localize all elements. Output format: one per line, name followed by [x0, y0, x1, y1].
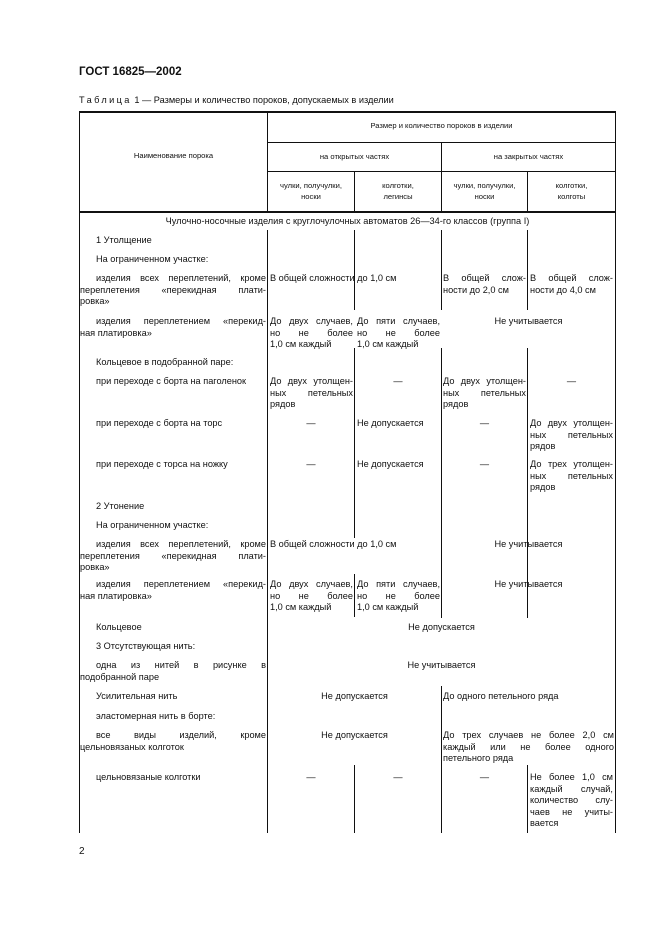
text-line: каждый случай,	[530, 783, 613, 794]
text-line: изделия переплетением «перекид-	[96, 316, 266, 326]
cell-not-allowed: Не допускается	[357, 418, 424, 428]
caption-word: Таблица	[79, 95, 132, 105]
text-line: ности до 2,0 см	[443, 284, 509, 295]
cell-dash: —	[566, 376, 577, 386]
text-line: До пяти случаев,	[357, 316, 440, 326]
table-caption	[79, 95, 394, 105]
cell-three-cases	[443, 730, 614, 765]
cell-five-cases	[357, 579, 440, 614]
elastomer-label: эластомерная нить в борте:	[96, 711, 216, 721]
header-col3	[442, 181, 527, 202]
cell-dash: —	[393, 376, 403, 386]
cell-not-counted: Не учитывается	[494, 316, 563, 326]
text-line: рядов	[443, 399, 469, 409]
text-line: ности до 4,0 см	[530, 284, 596, 295]
text-line: переплетения «перекидная плати-	[80, 284, 266, 295]
text-line: До трех случаев не более 2,0 см	[443, 730, 614, 740]
header-defect-name: Наименование порока	[133, 151, 214, 160]
row-all-weaves	[80, 539, 266, 574]
text-line: До двух утолщен-	[270, 376, 353, 386]
text-line: ная платировка»	[80, 590, 152, 601]
cell-two-thick	[443, 376, 526, 411]
cell-three-thick	[530, 459, 613, 494]
header-col3-line2: носки	[474, 191, 495, 201]
text-line: В общей слож-	[443, 273, 526, 283]
cell-total-1cm: В общей сложности до 1,0 см	[270, 539, 397, 549]
cell-one-row: До одного петельного ряда	[443, 691, 559, 701]
text-line: До двух случаев,	[270, 579, 353, 589]
text-line: ных петельных	[443, 387, 526, 398]
page-header: ГОСТ 16825—2002	[79, 66, 182, 78]
text-line: но не более	[270, 590, 353, 601]
header-col4	[528, 181, 615, 202]
text-line: переплетения «перекидная плати-	[80, 550, 266, 561]
row-reinforcing: Усилительная нить	[96, 691, 178, 701]
text-line: ных петельных	[530, 470, 613, 481]
section-thickening: 1 Утолщение	[96, 235, 152, 245]
text-line: 1,0 см каждый	[357, 602, 419, 612]
cell-total-2cm	[443, 273, 526, 296]
header-size-count: Размер и количество пороков в изделии	[370, 121, 513, 130]
header-col3-line1: чулки, получулки,	[453, 181, 516, 190]
text-line: 1,0 см каждый	[357, 339, 419, 349]
header-col4-line1: колготки,	[555, 181, 588, 190]
header-open-parts: на открытых частях	[319, 152, 390, 161]
text-line: До пяти случаев,	[357, 579, 440, 589]
text-line: одна из нитей в рисунке в	[96, 660, 266, 670]
row-ring: Кольцевое	[96, 622, 142, 632]
text-line: каждый или не более одного	[443, 741, 614, 752]
text-line: рядов	[530, 441, 556, 451]
cell-dash: —	[306, 772, 316, 782]
text-line: рядов	[270, 399, 296, 409]
text-line: рядов	[530, 482, 556, 492]
header-col2-line2: легинсы	[383, 191, 413, 201]
text-line: подобранной паре	[80, 671, 160, 682]
text-line: До трех утолщен-	[530, 459, 613, 469]
cell-not-counted: Не учитывается	[494, 539, 563, 549]
text-line: 1,0 см каждый	[270, 339, 332, 349]
cell-not-allowed: Не допускается	[321, 730, 388, 740]
row-all-weaves	[80, 273, 266, 308]
section-thinning: 2 Утонение	[96, 501, 145, 511]
row-weave-flip	[80, 579, 266, 602]
header-col2	[355, 181, 441, 202]
rule	[441, 230, 442, 310]
header-col1	[268, 181, 354, 202]
row-torso-to-leg: при переходе с торса на ножку	[96, 459, 228, 469]
row-seamless: цельновязаные колготки	[96, 772, 201, 782]
cell-dash: —	[479, 418, 490, 428]
limited-area-label: На ограниченном участке:	[96, 520, 209, 530]
text-line: ровка»	[80, 562, 110, 572]
rule	[527, 765, 528, 833]
text-line: чаев не учиты-	[530, 806, 613, 817]
rule	[527, 348, 528, 618]
text-line: Не более 1,0 см	[530, 772, 613, 782]
rule	[441, 686, 442, 833]
cell-not-allowed: Не допускается	[408, 622, 475, 632]
header-col1-line1: чулки, получулки,	[280, 181, 342, 190]
cell-two-thick	[270, 376, 353, 411]
rule	[267, 230, 268, 833]
rule	[441, 348, 442, 618]
text-line: петельного ряда	[443, 753, 514, 763]
text-line: В общей слож-	[530, 273, 613, 283]
text-line: цельновязаных колготок	[80, 741, 184, 752]
cell-two-thick	[530, 418, 613, 453]
text-line: До двух случаев,	[270, 316, 353, 326]
cell-dash: —	[393, 772, 403, 782]
cell-dash: —	[479, 772, 490, 782]
cell-not-allowed: Не допускается	[321, 691, 388, 701]
text-line: количество слу-	[530, 795, 613, 805]
cell-dash: —	[306, 418, 316, 428]
cell-max-one	[530, 772, 613, 830]
text-line: но не более	[357, 590, 440, 601]
cell-not-counted: Не учитывается	[494, 579, 563, 589]
text-line: 1,0 см каждый	[270, 602, 332, 612]
caption-rest: 1 — Размеры и количество пороков, допускаемых в изделии	[131, 95, 394, 105]
header-col1-line2: носки	[301, 191, 321, 201]
text-line: изделия всех переплетений, кроме	[96, 273, 266, 283]
rule	[79, 111, 616, 113]
text-line: ровка»	[80, 296, 110, 306]
text-line: До двух утолщен-	[443, 376, 526, 386]
rule	[354, 230, 355, 310]
text-line: вается	[530, 818, 559, 828]
cell-dash: —	[306, 459, 316, 469]
header-col4-line2: колготы	[557, 191, 586, 201]
rule	[79, 211, 616, 213]
ring-pair-label: Кольцевое в подобранной паре:	[96, 357, 234, 367]
page-number: 2	[79, 846, 85, 857]
row-all-kinds	[80, 730, 266, 753]
group-title: Чулочно-носочные изделия с круглочулочных автоматов 26—34-го классов (группа I)	[165, 216, 530, 226]
text-line: все виды изделий, кроме	[96, 730, 266, 740]
row-one-thread	[80, 660, 266, 683]
cell-not-counted: Не учитывается	[407, 660, 476, 670]
text-line: изделия всех переплетений, кроме	[96, 539, 266, 549]
section-missing-thread: 3 Отсутствующая нить:	[96, 641, 196, 651]
row-edge-to-toe: при переходе с борта на паголенок	[96, 376, 247, 386]
cell-five-cases	[357, 316, 440, 351]
text-line: но не более	[270, 327, 353, 338]
text-line: изделия переплетением «перекид-	[96, 579, 266, 589]
cell-two-cases	[270, 316, 353, 351]
cell-not-allowed: Не допускается	[357, 459, 424, 469]
header-col2-line1: колготки,	[382, 181, 414, 190]
cell-two-cases	[270, 579, 353, 614]
rule	[527, 230, 528, 310]
rule	[615, 111, 616, 833]
row-edge-to-torso: при переходе с борта на торс	[96, 418, 223, 428]
row-weave-flip	[80, 316, 266, 339]
text-line: ных петельных	[270, 387, 353, 398]
text-line: но не более	[357, 327, 440, 338]
text-line: ных петельных	[530, 429, 613, 440]
rule	[354, 574, 355, 617]
cell-total-4cm	[530, 273, 613, 296]
text-line: ная платировка»	[80, 327, 152, 338]
cell-total-1cm: В общей сложности до 1,0 см	[270, 273, 397, 283]
text-line: До двух утолщен-	[530, 418, 613, 428]
cell-dash: —	[479, 459, 490, 469]
header-closed-parts: на закрытых частях	[493, 152, 564, 161]
limited-area-label: На ограниченном участке:	[96, 254, 209, 264]
